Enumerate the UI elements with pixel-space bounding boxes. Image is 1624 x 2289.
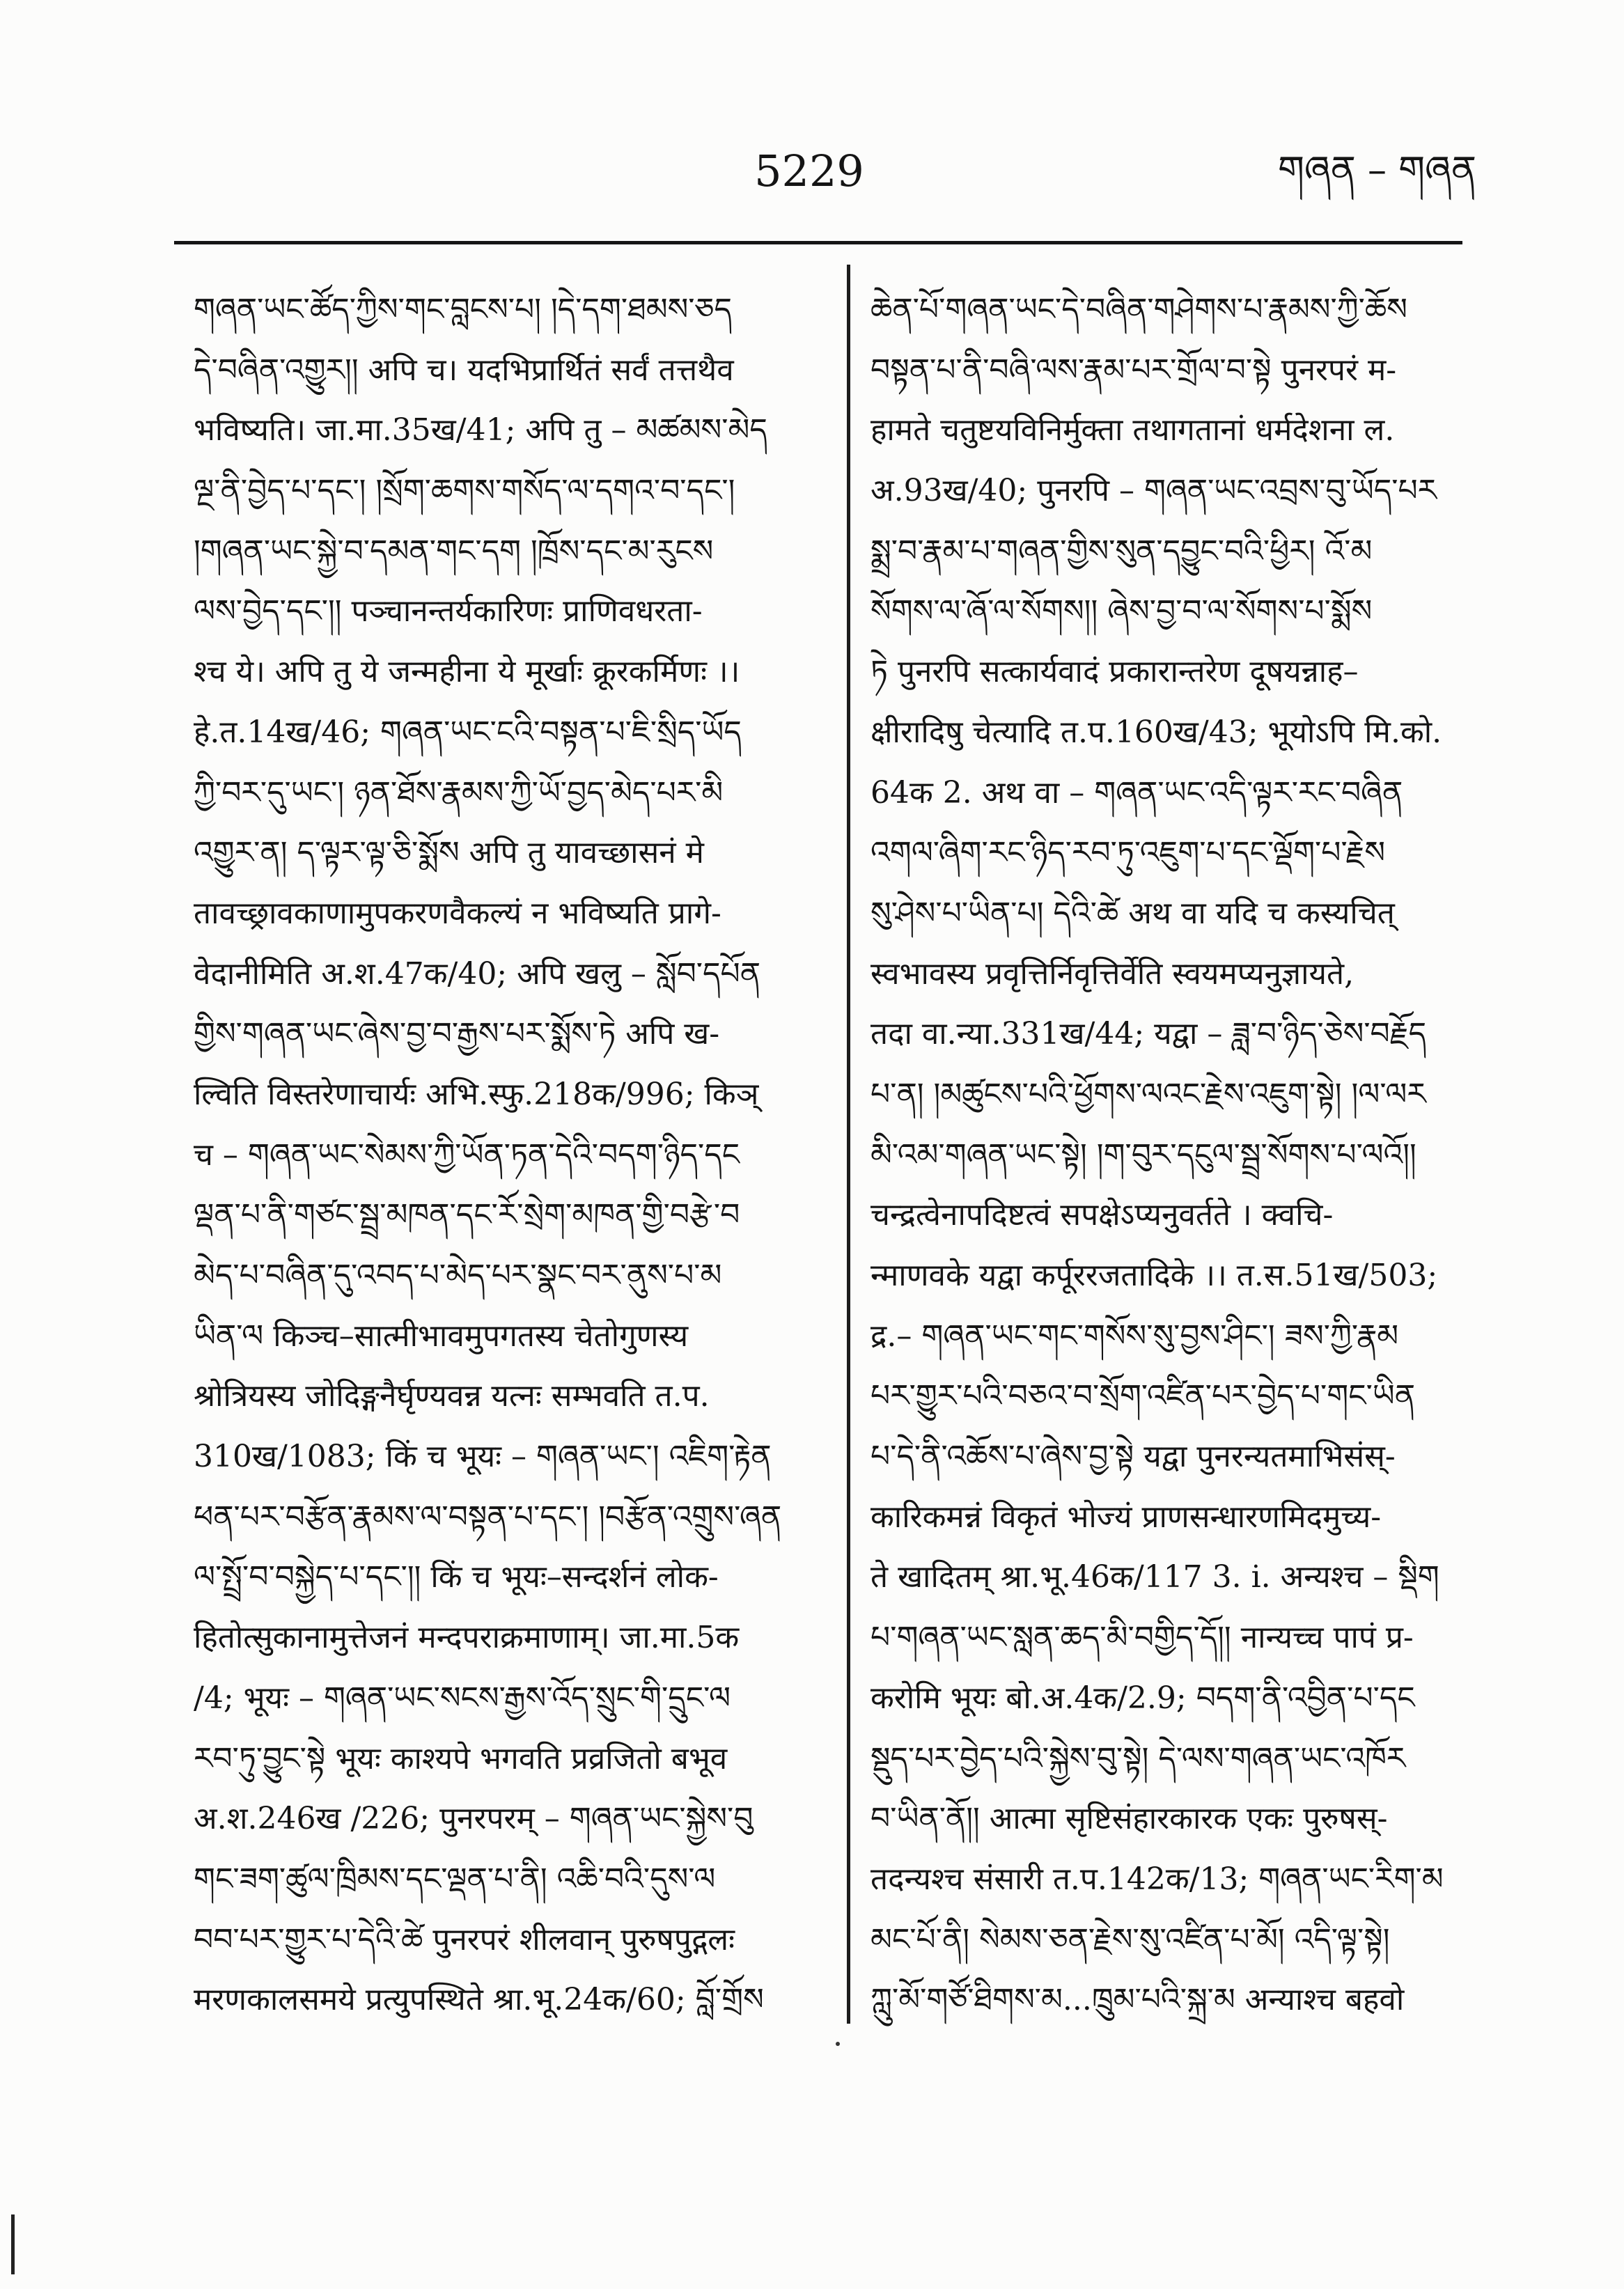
left-column-line: /4; भूयः – གཞན་ཡང་སངས་རྒྱས་འོད་སྲུང་གི་དྲུང་ལ: [194, 1680, 731, 1716]
right-column-line: अ.93ख/40; पुनरपि – གཞན་ཡང་འབྲས་བུ་ཡོད་པར: [870, 473, 1437, 509]
left-column-line: च – གཞན་ཡང་སེམས་ཀྱི་ཡོན་ཏན་དེའི་བདག་ཉིད་དང: [194, 1136, 740, 1173]
right-column: [870, 280, 1476, 2031]
left-column-line: ཡིན་ལ किञ्च–सात्मीभावमुपगतस्य चेतोगुणस्य: [194, 1318, 689, 1354]
left-column-line: །གཞན་ཡང་སྐྱེ་བ་དམན་གང་དག །ཁྲོས་དང་མ་རུངས: [194, 533, 714, 569]
right-column-line: तदन्यश्च संसारी त.प.142क/13; གཞན་ཡང་རིག་མ: [870, 1861, 1444, 1897]
left-column-line: ལྡན་པ་ནི་གཙང་སྦྲ་མཁན་དང་རོ་སྲེག་མཁན་གྱི་བརྩེ་བ: [194, 1197, 740, 1233]
right-column-line: པ་དེ་ནི་འཆོས་པ་ཞེས་བྱ་སྟེ यद्वा पुनरन्यतमाभिसंस्-: [870, 1439, 1396, 1475]
left-column-line: अ.श.246ख /226; पुनरपरम् – གཞན་ཡང་སྐྱེས་བུ: [194, 1801, 754, 1837]
right-column-line: द्र.– གཞན་ཡང་གང་གསོས་སུ་བྱས་ཤིང་། ཟས་ཀྱི་རྣམ: [870, 1318, 1399, 1354]
left-column-line: དེ་བཞིན་འགྱུར།། अपि च। यदभिप्रार्थितं सर्वं तत्तथैव: [194, 352, 734, 388]
left-column: [194, 280, 833, 2031]
right-column-line: མང་པོ་ནི། སེམས་ཅན་རྗེས་སུ་འཛིན་པ་མོ། འདི་ལྟ་སྟེ།: [870, 1921, 1390, 1958]
right-column-line: པ་གཞན་ཡང་སླན་ཆད་མི་བགྱིད་དོ།། नान्यच्च पापं प्र-: [870, 1620, 1414, 1656]
left-column-line: श्च ये। अपि तु ये जन्महीना ये मूर्खाः क्रूरकर्मिणः ।।: [194, 654, 740, 690]
right-column-line: तदा वा.न्या.331ख/44; यद्वा – ཟླ་བ་ཉིད་ཅེས་བརྗོད: [870, 1016, 1427, 1052]
right-column-line: ཏེ पुनरपि सत्कार्यवादं प्रकारान्तरेण दूषयन्नाह–: [870, 654, 1359, 690]
left-column-line: हितोत्सुकानामुत्तेजनं मन्दपराक्रमाणाम्। जा.मा.5क: [194, 1620, 740, 1656]
right-column-line: མི་འམ་གཞན་ཡང་སྟེ། །ག་བུར་དངུལ་སྦྲ་སོགས་པ་ལའོ།།: [870, 1136, 1416, 1173]
right-column-line: སྨྲ་བ་རྣམ་པ་གཞན་གྱིས་སུན་དབྱུང་བའི་ཕྱིར། འོ་མ: [870, 533, 1373, 569]
header-rule: [174, 241, 1462, 244]
left-column-line: འགྱུར་ན། ད་ལྟར་ལྟ་ཅི་སྨོས अपि तु यावच्छासनं मे: [194, 835, 704, 871]
right-column-line: 64क 2. अथ वा – གཞན་ཡང་འདི་ལྟར་རང་བཞིན: [870, 774, 1403, 811]
page-number: 5229: [754, 146, 864, 196]
left-column-line: ཀྱི་བར་དུ་ཡང་། ཉན་ཐོས་རྣམས་ཀྱི་ཡོ་བྱད་མེད་པར་མི: [194, 774, 724, 811]
left-column-line: भविष्यति। जा.मा.35ख/41; अपि तु – མཚམས་མེད: [194, 412, 767, 448]
right-column-line: चन्द्रत्वेनापदिष्टत्वं सपक्षेऽप्यनुवर्तते । क्वचि-: [870, 1197, 1334, 1233]
right-column-line: कारिकमन्नं विकृतं भोज्यं प्राणसन्धारणमिदमुच्य-: [870, 1499, 1382, 1535]
left-column-line: हे.त.14ख/46; གཞན་ཡང་ངའི་བསྟན་པ་ཇི་སྲིད་ཡོད: [194, 714, 742, 750]
running-head: གཞན – གཞན: [1278, 148, 1476, 192]
right-column-line: ཆེན་པོ་གཞན་ཡང་དེ་བཞིན་གཤེགས་པ་རྣམས་ཀྱི་ཆོས: [870, 292, 1407, 327]
left-column-line: ल्विति विस्तरेणाचार्यः अभि.स्फु.218क/996; किञ्: [194, 1076, 759, 1112]
right-column-line: हामते चतुष्टयविनिर्मुक्ता तथागतानां धर्मदेशना ल.: [870, 412, 1395, 448]
right-column-line: क्षीरादिषु चेत्यादि त.प.160ख/43; भूयोऽपि मि.को.: [870, 714, 1442, 750]
right-column-line: བ་ཡིན་ནོ།། आत्मा सृष्टिसंहारकारक एकः पुरुषस्-: [870, 1801, 1388, 1837]
right-column-line: करोमि भूयः बो.अ.4क/2.9; བདག་ནི་འབྱིན་པ་དང: [870, 1680, 1415, 1716]
right-column-line: ཀླུ་མོ་གཙོ་ཐིགས་མ...ཁྲུམ་པའི་སྐྲ་མ अन्याश्च बहवो: [870, 1982, 1405, 2018]
scan-speck: [836, 2042, 840, 2046]
left-column-line: བབ་པར་གྱུར་པ་དེའི་ཚེ पुनरपरं शीलवान् पुरुषपुद्गलः: [194, 1921, 735, 1958]
right-column-line: སོགས་ལ་ཞོ་ལ་སོགས།། ཞེས་བྱ་བ་ལ་སོགས་པ་སྨོས: [870, 593, 1373, 630]
left-column-line: གང་ཟག་ཚུལ་ཁྲིམས་དང་ལྡན་པ་ནི། འཆི་བའི་དུས་ལ: [194, 1861, 716, 1897]
left-column-line: श्रोत्रियस्य जोदिङ्गनैर्घृण्यवन्न यत्नः सम्भवति त.प.: [194, 1378, 710, 1414]
left-column-line: གྱིས་གཞན་ཡང་ཞེས་བྱ་བ་རྒྱས་པར་སྨོས་ཏེ अपि ख-: [194, 1016, 720, 1052]
left-column-line: ཕན་པར་བརྩོན་རྣམས་ལ་བསྟན་པ་དང་། །བརྩོན་འགྲུས་ཞན: [194, 1499, 782, 1535]
right-column-line: འགལ་ཞིག་རང་ཉིད་རབ་ཏུ་འཇུག་པ་དང་ལྡོག་པ་རྗེས: [870, 835, 1386, 871]
left-column-line: तावच्छ्रावकाणामुपकरणवैकल्यं न भविष्यति प्रागे-: [194, 895, 721, 931]
right-column-line: པར་གྱུར་པའི་བཅའ་བ་སྲོག་འཛིན་པར་བྱེད་པ་གང་ཡིན: [870, 1378, 1416, 1414]
right-column-line: ते खादितम् श्रा.भू.46क/117 3. i. अन्यश्च – སྡིག: [870, 1559, 1439, 1595]
scan-edge-mark: [11, 2214, 15, 2274]
left-column-line: वेदानीमिति अ.श.47क/40; अपि खलु – སློབ་དཔོན: [194, 955, 761, 992]
left-column-line: ལྔ་ནི་བྱེད་པ་དང་། །སྲོག་ཆགས་གསོད་ལ་དགའ་བ་དང་།: [194, 473, 735, 509]
right-column-line: སུ་ཤེས་པ་ཡིན་པ། དེའི་ཚེ अथ वा यदि च कस्यचित्: [870, 895, 1395, 931]
column-divider: [847, 265, 850, 2024]
right-column-line: न्माणवके यद्वा कर्पूररजतादिके ।। त.स.51ख/503;: [870, 1258, 1438, 1293]
left-column-line: མེད་པ་བཞིན་དུ་འབད་པ་མེད་པར་སྣང་བར་ནུས་པ་མ: [194, 1258, 722, 1293]
left-column-line: ལས་བྱེད་དང་།། पञ्चानन्तर्यकारिणः प्राणिवधरता-: [194, 593, 703, 630]
right-column-line: स्वभावस्य प्रवृत्तिर्निवृत्तिर्वेति स्वयमप्यनुज्ञायते,: [870, 955, 1354, 992]
left-column-line: 310ख/1083; किं च भूयः – གཞན་ཡང་། འཇིག་རྟེན: [194, 1439, 772, 1475]
left-column-line: གཞན་ཡང་ཚོད་ཀྱིས་གང་བླངས་པ། །དེ་དག་ཐམས་ཅད: [194, 292, 732, 327]
right-column-line: སྡུད་པར་བྱེད་པའི་སྐྱེས་བུ་སྟེ། དེ་ལས་གཞན་ཡང་འཁོར: [870, 1740, 1406, 1776]
right-column-line: པ་ན། །མཚུངས་པའི་ཕྱོགས་ལའང་རྗེས་འཇུག་སྟེ། །ལ་ལར: [870, 1076, 1426, 1112]
right-column-line: བསྟན་པ་ནི་བཞི་ལས་རྣམ་པར་གྲོལ་བ་སྟེ पुनरपरं म-: [870, 352, 1397, 388]
left-column-line: རབ་ཏུ་བྱུང་སྟེ भूयः काश्यपे भगवति प्रव्रजितो बभूव: [194, 1740, 728, 1776]
left-column-line: मरणकालसमये प्रत्युपस्थिते श्रा.भू.24क/60; བློ་གྲོས: [194, 1982, 764, 2018]
left-column-line: ལ་སྤྲོ་བ་བསྐྱེད་པ་དང་།། किं च भूयः–सन्दर्शनं लोक-: [194, 1559, 719, 1595]
